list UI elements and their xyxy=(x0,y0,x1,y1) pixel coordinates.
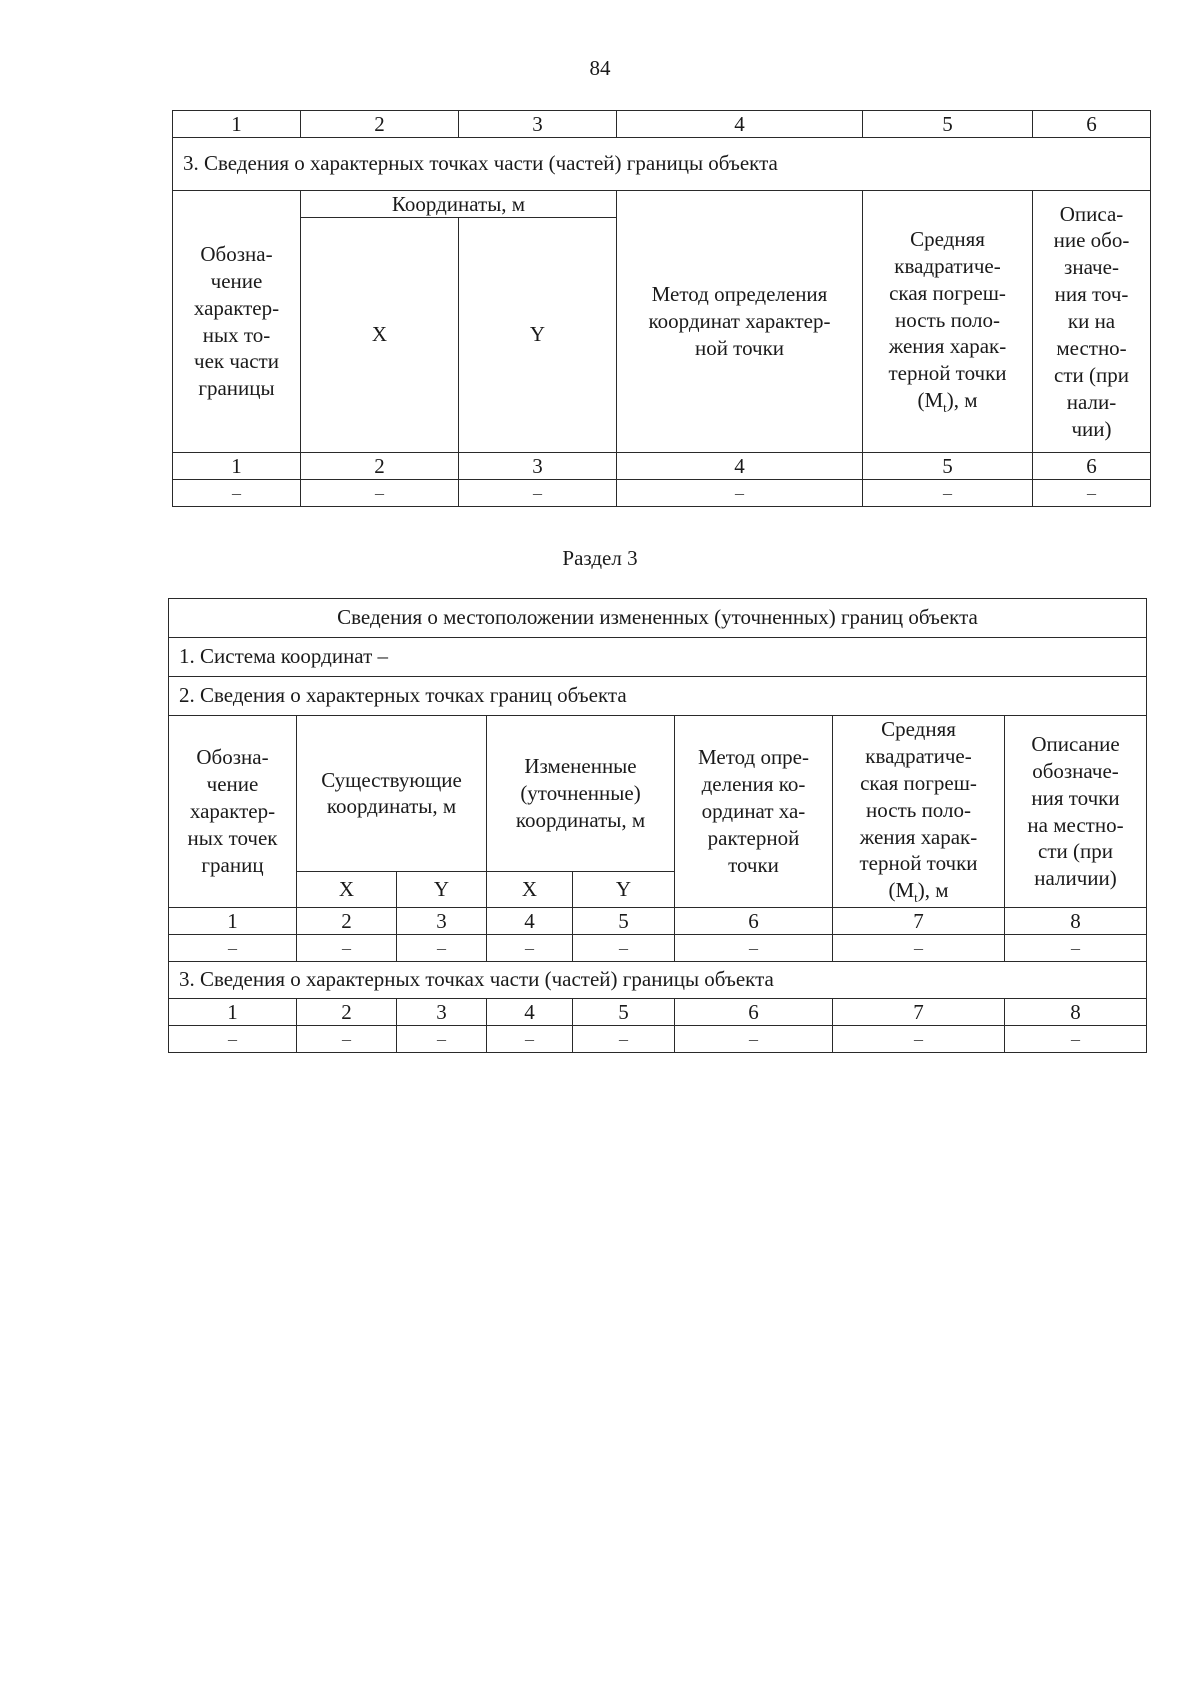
empty-cell: – xyxy=(297,935,397,962)
empty-cell: – xyxy=(487,1026,573,1053)
empty-cell: – xyxy=(1005,935,1147,962)
table-title: Сведения о местоположении измененных (уточненных) границ объекта xyxy=(169,599,1147,638)
changed-y-header: Y xyxy=(573,871,675,907)
col-number: 2 xyxy=(301,111,459,138)
col-number: 3 xyxy=(459,111,617,138)
error-header-subscript: t xyxy=(943,400,947,416)
error-header-text: Средняя квадратиче- ская погреш- ность поло- жения харак- терной точки (M xyxy=(859,717,978,903)
point-designation-header: Обозна- чение характер- ных точек границ xyxy=(169,716,297,908)
description-header: Описание обозначе- ния точки на местно- сти (при наличии) xyxy=(1005,716,1147,908)
col-number: 2 xyxy=(297,999,397,1026)
col-number: 1 xyxy=(173,111,301,138)
col-number: 6 xyxy=(1033,453,1151,480)
table-row xyxy=(169,1026,1147,1053)
empty-cell: – xyxy=(173,480,301,507)
empty-cell: – xyxy=(675,1026,833,1053)
empty-cell: – xyxy=(297,1026,397,1053)
table-row xyxy=(169,638,1147,677)
col-number: 5 xyxy=(573,908,675,935)
empty-cell: – xyxy=(397,1026,487,1053)
points-heading: 2. Сведения о характерных точках границ объекта xyxy=(169,677,1147,716)
empty-cell: – xyxy=(301,480,459,507)
col-number: 5 xyxy=(863,111,1033,138)
y-header: Y xyxy=(459,218,617,453)
error-header-subscript: t xyxy=(914,890,918,906)
table-row xyxy=(173,191,1151,218)
x-header: X xyxy=(301,218,459,453)
point-designation-header: Обозна- чение характер- ных то- чек части границы xyxy=(173,191,301,453)
table-row xyxy=(169,908,1147,935)
changed-coords-header: Измененные (уточненные) координаты, м xyxy=(487,716,675,872)
col-number: 4 xyxy=(617,111,863,138)
col-number: 4 xyxy=(487,908,573,935)
col-number: 6 xyxy=(1033,111,1151,138)
existing-coords-header: Существующие координаты, м xyxy=(297,716,487,872)
col-number: 3 xyxy=(459,453,617,480)
table-row xyxy=(173,480,1151,507)
coord-system-row: 1. Система координат – xyxy=(169,638,1147,677)
table-row xyxy=(169,677,1147,716)
empty-cell: – xyxy=(833,935,1005,962)
table-row xyxy=(173,453,1151,480)
error-header xyxy=(863,191,1033,453)
empty-cell: – xyxy=(169,935,297,962)
method-header: Метод опре- деления ко- ординат ха- рактерной точки xyxy=(675,716,833,908)
col-number: 1 xyxy=(169,999,297,1026)
empty-cell: – xyxy=(573,935,675,962)
col-number: 3 xyxy=(397,999,487,1026)
empty-cell: – xyxy=(1033,480,1151,507)
method-header: Метод определения координат характер- ной точки xyxy=(617,191,863,453)
existing-y-header: Y xyxy=(397,871,487,907)
col-number: 3 xyxy=(397,908,487,935)
error-header-unit: ), м xyxy=(917,878,949,903)
col-number: 6 xyxy=(675,908,833,935)
table-row xyxy=(169,716,1147,872)
col-number: 7 xyxy=(833,999,1005,1026)
description-header: Описа- ние обо- значе- ния точ- ки на местно- сти (при нали- чии) xyxy=(1033,191,1151,453)
section-label: Раздел 3 xyxy=(562,546,638,570)
table-row xyxy=(173,111,1151,138)
table-row xyxy=(169,935,1147,962)
empty-cell: – xyxy=(833,1026,1005,1053)
empty-cell: – xyxy=(169,1026,297,1053)
table-row xyxy=(173,138,1151,191)
empty-cell: – xyxy=(863,480,1033,507)
col-number: 2 xyxy=(297,908,397,935)
col-number: 5 xyxy=(573,999,675,1026)
coordinates-header: Координаты, м xyxy=(301,191,617,218)
col-number: 8 xyxy=(1005,999,1147,1026)
empty-cell: – xyxy=(573,1026,675,1053)
table-row xyxy=(169,599,1147,638)
changed-x-header: X xyxy=(487,871,573,907)
col-number: 6 xyxy=(675,999,833,1026)
empty-cell: – xyxy=(397,935,487,962)
part-boundary-points-table xyxy=(172,110,1151,507)
empty-cell: – xyxy=(617,480,863,507)
changed-boundaries-table xyxy=(168,598,1147,1053)
col-number: 2 xyxy=(301,453,459,480)
col-number: 5 xyxy=(863,453,1033,480)
section-heading: 3. Сведения о характерных точках части (частей) границы объекта xyxy=(173,138,1151,191)
col-number: 1 xyxy=(169,908,297,935)
error-header xyxy=(833,716,1005,908)
error-header-text: Средняя квадратиче- ская погреш- ность поло- жения харак- терной точки (M xyxy=(888,226,1007,413)
error-header-unit: ), м xyxy=(946,388,978,413)
existing-x-header: X xyxy=(297,871,397,907)
table-row xyxy=(169,999,1147,1026)
col-number: 8 xyxy=(1005,908,1147,935)
empty-cell: – xyxy=(1005,1026,1147,1053)
table-row xyxy=(169,962,1147,999)
page-number: 84 xyxy=(589,56,611,80)
empty-cell: – xyxy=(459,480,617,507)
empty-cell: – xyxy=(487,935,573,962)
col-number: 7 xyxy=(833,908,1005,935)
parts-heading: 3. Сведения о характерных точках части (частей) границы объекта xyxy=(169,962,1147,999)
col-number: 1 xyxy=(173,453,301,480)
col-number: 4 xyxy=(617,453,863,480)
col-number: 4 xyxy=(487,999,573,1026)
empty-cell: – xyxy=(675,935,833,962)
